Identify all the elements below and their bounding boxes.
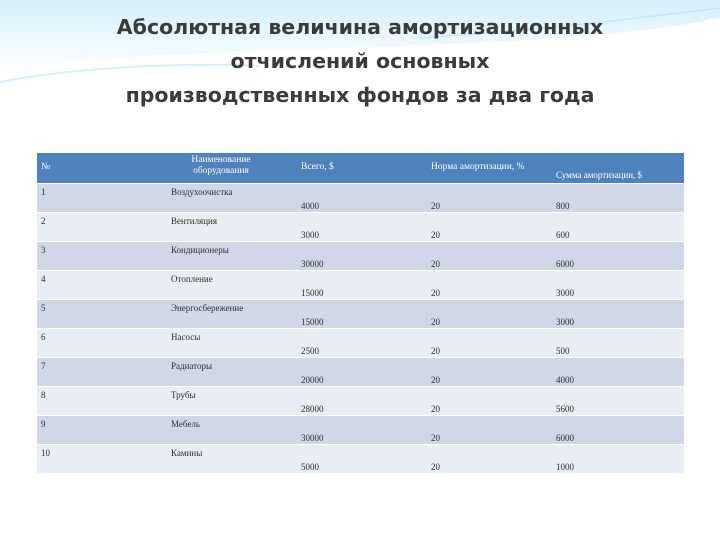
row-rate-cell [427,300,552,329]
row-sum-cell [552,387,684,416]
row-number: 6 [41,332,46,342]
row-total-cell [297,445,427,474]
row-sum: 3000 [556,288,574,298]
row-sum: 3000 [556,317,574,327]
row-number: 9 [41,419,46,429]
row-total-cell [297,213,427,242]
table-row [37,387,684,416]
row-rate: 20 [431,375,440,385]
row-rate: 20 [431,346,440,356]
row-rate: 20 [431,404,440,414]
row-total: 30000 [301,433,324,443]
row-rate: 20 [431,201,440,211]
header-sum-cell [552,153,684,184]
table-header-row [37,153,684,184]
row-total-cell [297,242,427,271]
row-sum-cell [552,271,684,300]
row-sum: 500 [556,346,570,356]
row-number-name-cell [37,387,297,416]
row-number-name-cell [37,358,297,387]
row-rate: 20 [431,259,440,269]
row-total: 5000 [301,462,319,472]
row-equipment-name: Воздухоочистка [171,187,233,197]
row-number: 3 [41,245,46,255]
header-sum: Сумма амортизации, $ [556,170,643,180]
row-equipment-name: Отопление [171,274,213,284]
row-total: 15000 [301,288,324,298]
row-rate: 20 [431,317,440,327]
row-total-cell [297,416,427,445]
row-total: 30000 [301,259,324,269]
row-sum-cell [552,445,684,474]
header-rate: Норма амортизации, % [431,162,525,172]
header-equipment-name: Наименование оборудования [191,155,251,176]
row-total-cell [297,271,427,300]
row-number-name-cell [37,242,297,271]
row-total-cell [297,184,427,213]
row-number: 10 [41,448,50,458]
row-total: 28000 [301,404,324,414]
table-row [37,242,684,271]
row-number-name-cell [37,184,297,213]
row-number: 8 [41,390,46,400]
page-title: Абсолютная величина амортизационных отчислений основных производственных фондов за два года [116,15,604,107]
row-sum-cell [552,184,684,213]
row-equipment-name: Мебель [171,419,200,429]
row-sum: 5600 [556,404,574,414]
row-number: 4 [41,274,46,284]
row-rate-cell [427,445,552,474]
row-total-cell [297,300,427,329]
row-rate-cell [427,358,552,387]
row-number: 7 [41,361,46,371]
row-equipment-name: Вентиляция [171,216,217,226]
header-total-cell [297,153,427,184]
row-number: 2 [41,216,46,226]
row-sum: 4000 [556,375,574,385]
row-equipment-name: Насосы [171,332,201,342]
row-number-name-cell [37,416,297,445]
row-number-name-cell [37,271,297,300]
row-total-cell [297,358,427,387]
row-number-name-cell [37,213,297,242]
row-sum: 800 [556,201,570,211]
row-rate-cell [427,213,552,242]
row-number: 1 [41,187,46,197]
row-equipment-name: Камины [171,448,203,458]
header-number: № [41,162,51,172]
header-total: Всего, $ [301,162,334,172]
row-total-cell [297,387,427,416]
row-total: 3000 [301,230,319,240]
row-sum-cell [552,416,684,445]
row-rate-cell [427,387,552,416]
table-row [37,445,684,474]
header-rate-cell [427,153,552,184]
row-number: 5 [41,303,46,313]
row-sum-cell [552,300,684,329]
table-row [37,416,684,445]
row-equipment-name: Кондиционеры [171,245,229,255]
row-rate-cell [427,416,552,445]
row-total: 4000 [301,201,319,211]
row-rate: 20 [431,433,440,443]
row-sum: 6000 [556,433,574,443]
row-sum-cell [552,358,684,387]
row-rate-cell [427,184,552,213]
row-sum: 6000 [556,259,574,269]
table-row [37,184,684,213]
row-rate-cell [427,242,552,271]
row-sum-cell [552,242,684,271]
depreciation-table [37,153,684,473]
row-sum: 600 [556,230,570,240]
header-number-name-cell [37,153,297,184]
row-total: 2500 [301,346,319,356]
table-row [37,213,684,242]
row-total: 20000 [301,375,324,385]
row-sum: 1000 [556,462,574,472]
row-number-name-cell [37,445,297,474]
row-rate: 20 [431,288,440,298]
row-total: 15000 [301,317,324,327]
row-sum-cell [552,329,684,358]
row-rate: 20 [431,230,440,240]
row-equipment-name: Трубы [171,390,196,400]
row-rate: 20 [431,462,440,472]
row-equipment-name: Радиаторы [171,361,213,371]
table-row [37,329,684,358]
table-row [37,300,684,329]
row-sum-cell [552,213,684,242]
row-rate-cell [427,329,552,358]
table-row [37,358,684,387]
row-number-name-cell [37,329,297,358]
table-row [37,271,684,300]
row-rate-cell [427,271,552,300]
row-total-cell [297,329,427,358]
row-equipment-name: Энергосбережение [171,303,244,313]
row-number-name-cell [37,300,297,329]
